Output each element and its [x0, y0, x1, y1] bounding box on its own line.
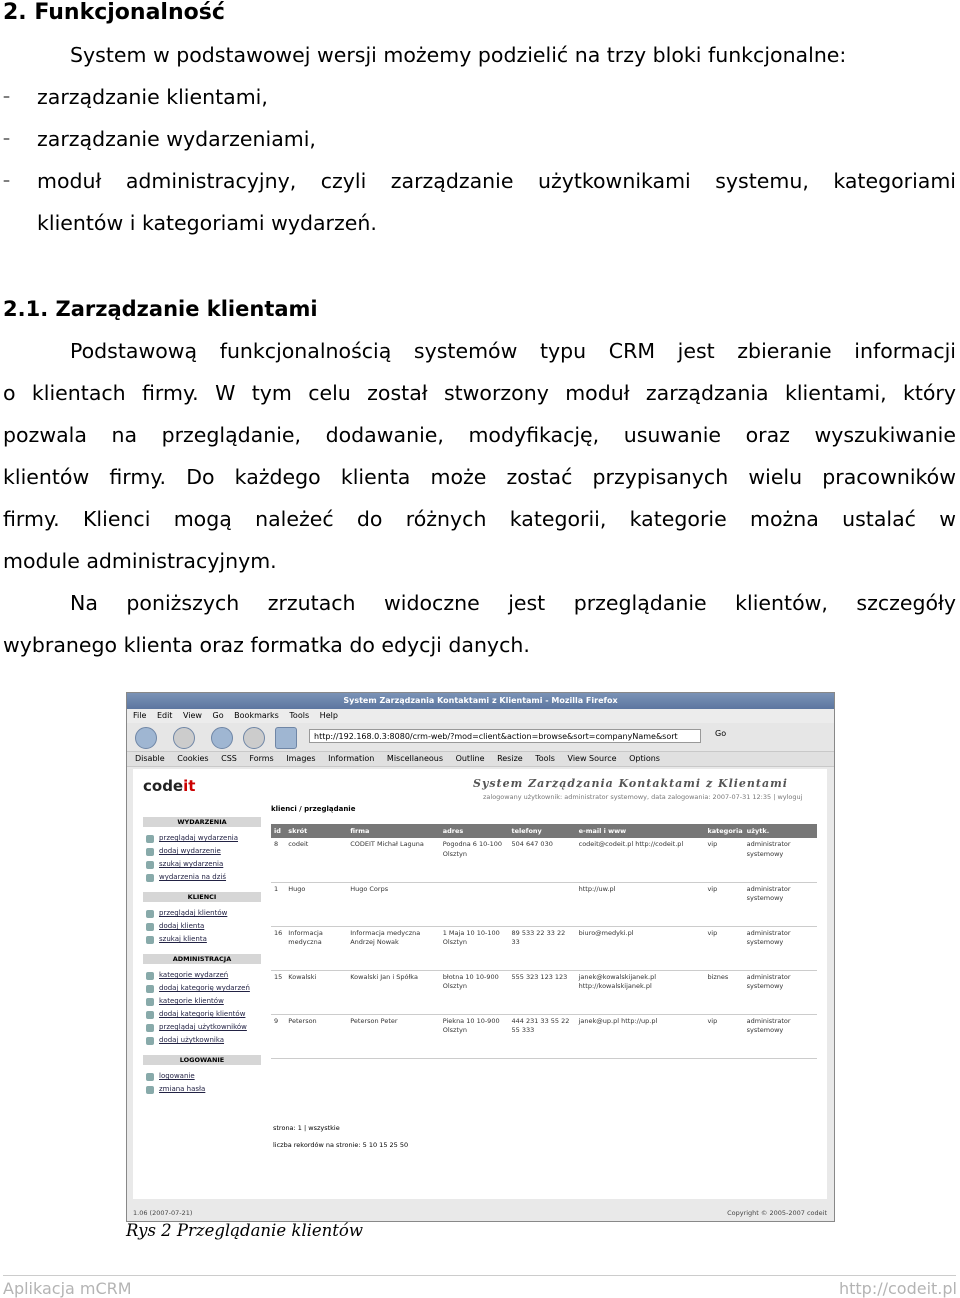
table-header [271, 824, 817, 838]
sidebar-item[interactable]: kategorie klientów [143, 995, 261, 1008]
table-cell: codeit [285, 838, 347, 882]
list-item: zarządzanie wydarzeniami, [37, 127, 316, 151]
table-cell: Hugo [285, 882, 347, 926]
dev-images[interactable]: Images [286, 754, 316, 763]
sidebar-header: KLIENCI [143, 892, 261, 902]
table-cell [440, 882, 509, 926]
sidebar-header: WYDARZENIA [143, 817, 261, 827]
table-cell: biuro@medyki.pl [576, 926, 705, 970]
sidebar-item[interactable]: szukaj klienta [143, 933, 261, 946]
footer-rule [3, 1275, 956, 1276]
list-item: moduł administracyjny, czyli zarządzanie użytkownikami systemu, kategoriami [37, 169, 956, 193]
reload-icon[interactable] [211, 727, 233, 749]
table-cell: Peterson Peter [347, 1014, 440, 1058]
column-header[interactable]: skrót [285, 824, 347, 838]
back-icon[interactable] [135, 727, 157, 749]
column-header[interactable]: kategoria [704, 824, 743, 838]
clients-table [271, 824, 817, 1059]
table-cell [508, 882, 575, 926]
table-cell: CODEIT Michał Laguna [347, 838, 440, 882]
sidebar-header: ADMINISTRACJA [143, 954, 261, 964]
table-cell: 444 231 33 55 22 55 333 [508, 1014, 575, 1058]
window-title: System Zarządzania Kontaktami z Klientami - Mozilla Firefox [127, 693, 834, 709]
table-cell: Kowalski [285, 970, 347, 1014]
table-cell: janek@up.pl http://up.pl [576, 1014, 705, 1058]
table-cell: vip [704, 838, 743, 882]
column-header[interactable]: e-mail i www [576, 824, 705, 838]
table-cell: 555 323 123 123 [508, 970, 575, 1014]
table-cell: 1 [271, 882, 285, 926]
table-cell: Pogodna 6 10-100 Olsztyn [440, 838, 509, 882]
sidebar-item[interactable]: kategorie wydarzeń [143, 969, 261, 982]
table-row[interactable] [271, 838, 817, 882]
sidebar-item[interactable]: przeglądaj wydarzenia [143, 832, 261, 845]
paragraph-line: o klientach firmy. W tym celu został stworzony moduł zarządzania klientami, który [3, 381, 956, 405]
table-cell: Informacja medyczna Andrzej Nowak [347, 926, 440, 970]
paragraph-line: klientów firmy. Do każdego klienta może zostać przypisanych wielu pracowników [3, 465, 956, 489]
menu-file[interactable]: File [133, 711, 147, 720]
sidebar-item[interactable]: dodaj wydarzenie [143, 845, 261, 858]
menu-tools[interactable]: Tools [289, 711, 310, 720]
dev-cookies[interactable]: Cookies [177, 754, 209, 763]
dev-css[interactable]: CSS [221, 754, 237, 763]
section-title: 2. Funkcjonalność [3, 0, 225, 25]
table-row[interactable] [271, 882, 817, 926]
dev-disable[interactable]: Disable [135, 754, 165, 763]
table-cell: Piekna 10 10-900 Olsztyn [440, 1014, 509, 1058]
table-cell: vip [704, 926, 743, 970]
copyright: Copyright © 2005-2007 codeit [727, 1209, 827, 1217]
table-cell: 504 647 030 [508, 838, 575, 882]
dev-options[interactable]: Options [629, 754, 660, 763]
sidebar-item[interactable]: przeglądaj klientów [143, 907, 261, 920]
table-cell: administrator systemowy [744, 838, 817, 882]
table-cell: 16 [271, 926, 285, 970]
table-cell: administrator systemowy [744, 926, 817, 970]
table-cell: 9 [271, 1014, 285, 1058]
table-cell: Hugo Corps [347, 882, 440, 926]
sidebar-item[interactable]: dodaj użytkownika [143, 1034, 261, 1047]
column-header[interactable]: telefony [508, 824, 575, 838]
table-row[interactable] [271, 970, 817, 1014]
pager[interactable]: strona: 1 | wszystkie [273, 1124, 340, 1132]
paragraph-line: firmy. Klienci mogą należeć do różnych kategorii, kategorie można ustalać w [3, 507, 956, 531]
paragraph-line: pozwala na przeglądanie, dodawanie, modyfikację, usuwanie oraz wyszukiwanie [3, 423, 956, 447]
subsection-title: 2.1. Zarządzanie klientami [3, 297, 318, 321]
table-cell: 1 Maja 10 10-100 Olsztyn [440, 926, 509, 970]
dev-resize[interactable]: Resize [497, 754, 523, 763]
dev-forms[interactable]: Forms [249, 754, 274, 763]
sidebar-item[interactable]: logowanie [143, 1070, 261, 1083]
footer-right: http://codeit.pl [838, 1279, 957, 1298]
table-cell: codeit@codeit.pl http://codeit.pl [576, 838, 705, 882]
paragraph-line: Na poniższych zrzutach widoczne jest przeglądanie klientów, szczegóły [70, 591, 956, 615]
sidebar-item[interactable]: dodaj klienta [143, 920, 261, 933]
menu-help[interactable]: Help [319, 711, 338, 720]
home-icon[interactable] [275, 727, 297, 749]
table-cell: 8 [271, 838, 285, 882]
table-cell: Peterson [285, 1014, 347, 1058]
paragraph-line: module administracyjnym. [3, 549, 277, 573]
menu-bookmarks[interactable]: Bookmarks [234, 711, 279, 720]
table-cell: błotna 10 10-900 Olsztyn [440, 970, 509, 1014]
go-button[interactable]: Go [715, 729, 727, 738]
paragraph-line: Podstawową funkcjonalnością systemów typu CRM jest zbieranie informacji [70, 339, 956, 363]
table-cell: Informacja medyczna [285, 926, 347, 970]
per-page-selector[interactable]: liczba rekordów na stronie: 5 10 15 25 50 [273, 1141, 409, 1149]
table-cell: 15 [271, 970, 285, 1014]
table-row[interactable] [271, 1014, 817, 1058]
dev-view-source[interactable]: View Source [567, 754, 617, 763]
dev-outline[interactable]: Outline [455, 754, 485, 763]
table-cell: vip [704, 882, 743, 926]
sidebar-item[interactable]: dodaj kategorię klientów [143, 1008, 261, 1021]
dev-tools[interactable]: Tools [535, 754, 555, 763]
paragraph-line: wybranego klienta oraz formatka do edycji danych. [3, 633, 530, 657]
column-header[interactable]: firma [347, 824, 440, 838]
menu-bar [127, 709, 834, 723]
logo: codeit [143, 777, 196, 795]
url-field[interactable]: http://192.168.0.3:8080/crm-web/?mod=client&action=browse&sort=companyName&sort [309, 729, 701, 743]
list-item: zarządzanie klientami, [37, 85, 268, 109]
page-footer [133, 1209, 827, 1217]
sidebar [143, 809, 261, 1096]
app-title: System Zarządzania Kontaktami z Klientami [473, 777, 788, 790]
list-item-continued: klientów i kategoriami wydarzeń. [37, 211, 377, 235]
developer-toolbar [127, 751, 834, 767]
table-cell: administrator systemowy [744, 970, 817, 1014]
stop-icon[interactable] [243, 727, 265, 749]
sidebar-item[interactable]: wydarzenia na dziś [143, 871, 261, 884]
menu-edit[interactable]: Edit [156, 711, 173, 720]
table-cell: http://uw.pl [576, 882, 705, 926]
list-dash: – [3, 131, 10, 147]
sidebar-item[interactable]: przeglądaj użytkowników [143, 1021, 261, 1034]
menu-go[interactable]: Go [212, 711, 224, 720]
list-dash: – [3, 173, 10, 189]
table-cell: biznes [704, 970, 743, 1014]
forward-icon[interactable] [173, 727, 195, 749]
sidebar-item[interactable]: zmiana hasła [143, 1083, 261, 1096]
table-row[interactable] [271, 926, 817, 970]
table-cell: janek@kowalskijanek.pl http://kowalskijanek.pl [576, 970, 705, 1014]
list-dash: – [3, 89, 10, 105]
table-cell: administrator systemowy [744, 1014, 817, 1058]
column-header[interactable]: id [271, 824, 285, 838]
sidebar-item[interactable]: szukaj wydarzenia [143, 858, 261, 871]
column-header[interactable]: adres [440, 824, 509, 838]
version: 1.06 (2007-07-21) [133, 1209, 193, 1217]
login-info: zalogowany użytkownik: administrator systemowy, data zalogowania: 2007-07-31 12:35 | wyloguj [483, 793, 803, 801]
table-cell: 89 533 22 33 22 33 [508, 926, 575, 970]
screenshot-figure [126, 692, 835, 1222]
intro-text: System w podstawowej wersji możemy podzielić na trzy bloki funkcjonalne: [70, 43, 847, 67]
sidebar-header: LOGOWANIE [143, 1055, 261, 1065]
footer-left: Aplikacja mCRM [3, 1279, 132, 1298]
table-cell: Kowalski Jan i Spółka [347, 970, 440, 1014]
menu-view[interactable]: View [182, 711, 202, 720]
breadcrumb: klienci / przeglądanie [271, 805, 356, 813]
figure-caption: Rys 2 Przeglądanie klientów [126, 1221, 363, 1240]
dev-miscellaneous[interactable]: Miscellaneous [386, 754, 444, 763]
table-cell: vip [704, 1014, 743, 1058]
dev-information[interactable]: Information [328, 754, 375, 763]
column-header[interactable]: użytk. [744, 824, 817, 838]
web-page [133, 769, 827, 1199]
nav-toolbar [127, 723, 834, 751]
table-cell: administrator systemowy [744, 882, 817, 926]
sidebar-item[interactable]: dodaj kategorię wydarzeń [143, 982, 261, 995]
